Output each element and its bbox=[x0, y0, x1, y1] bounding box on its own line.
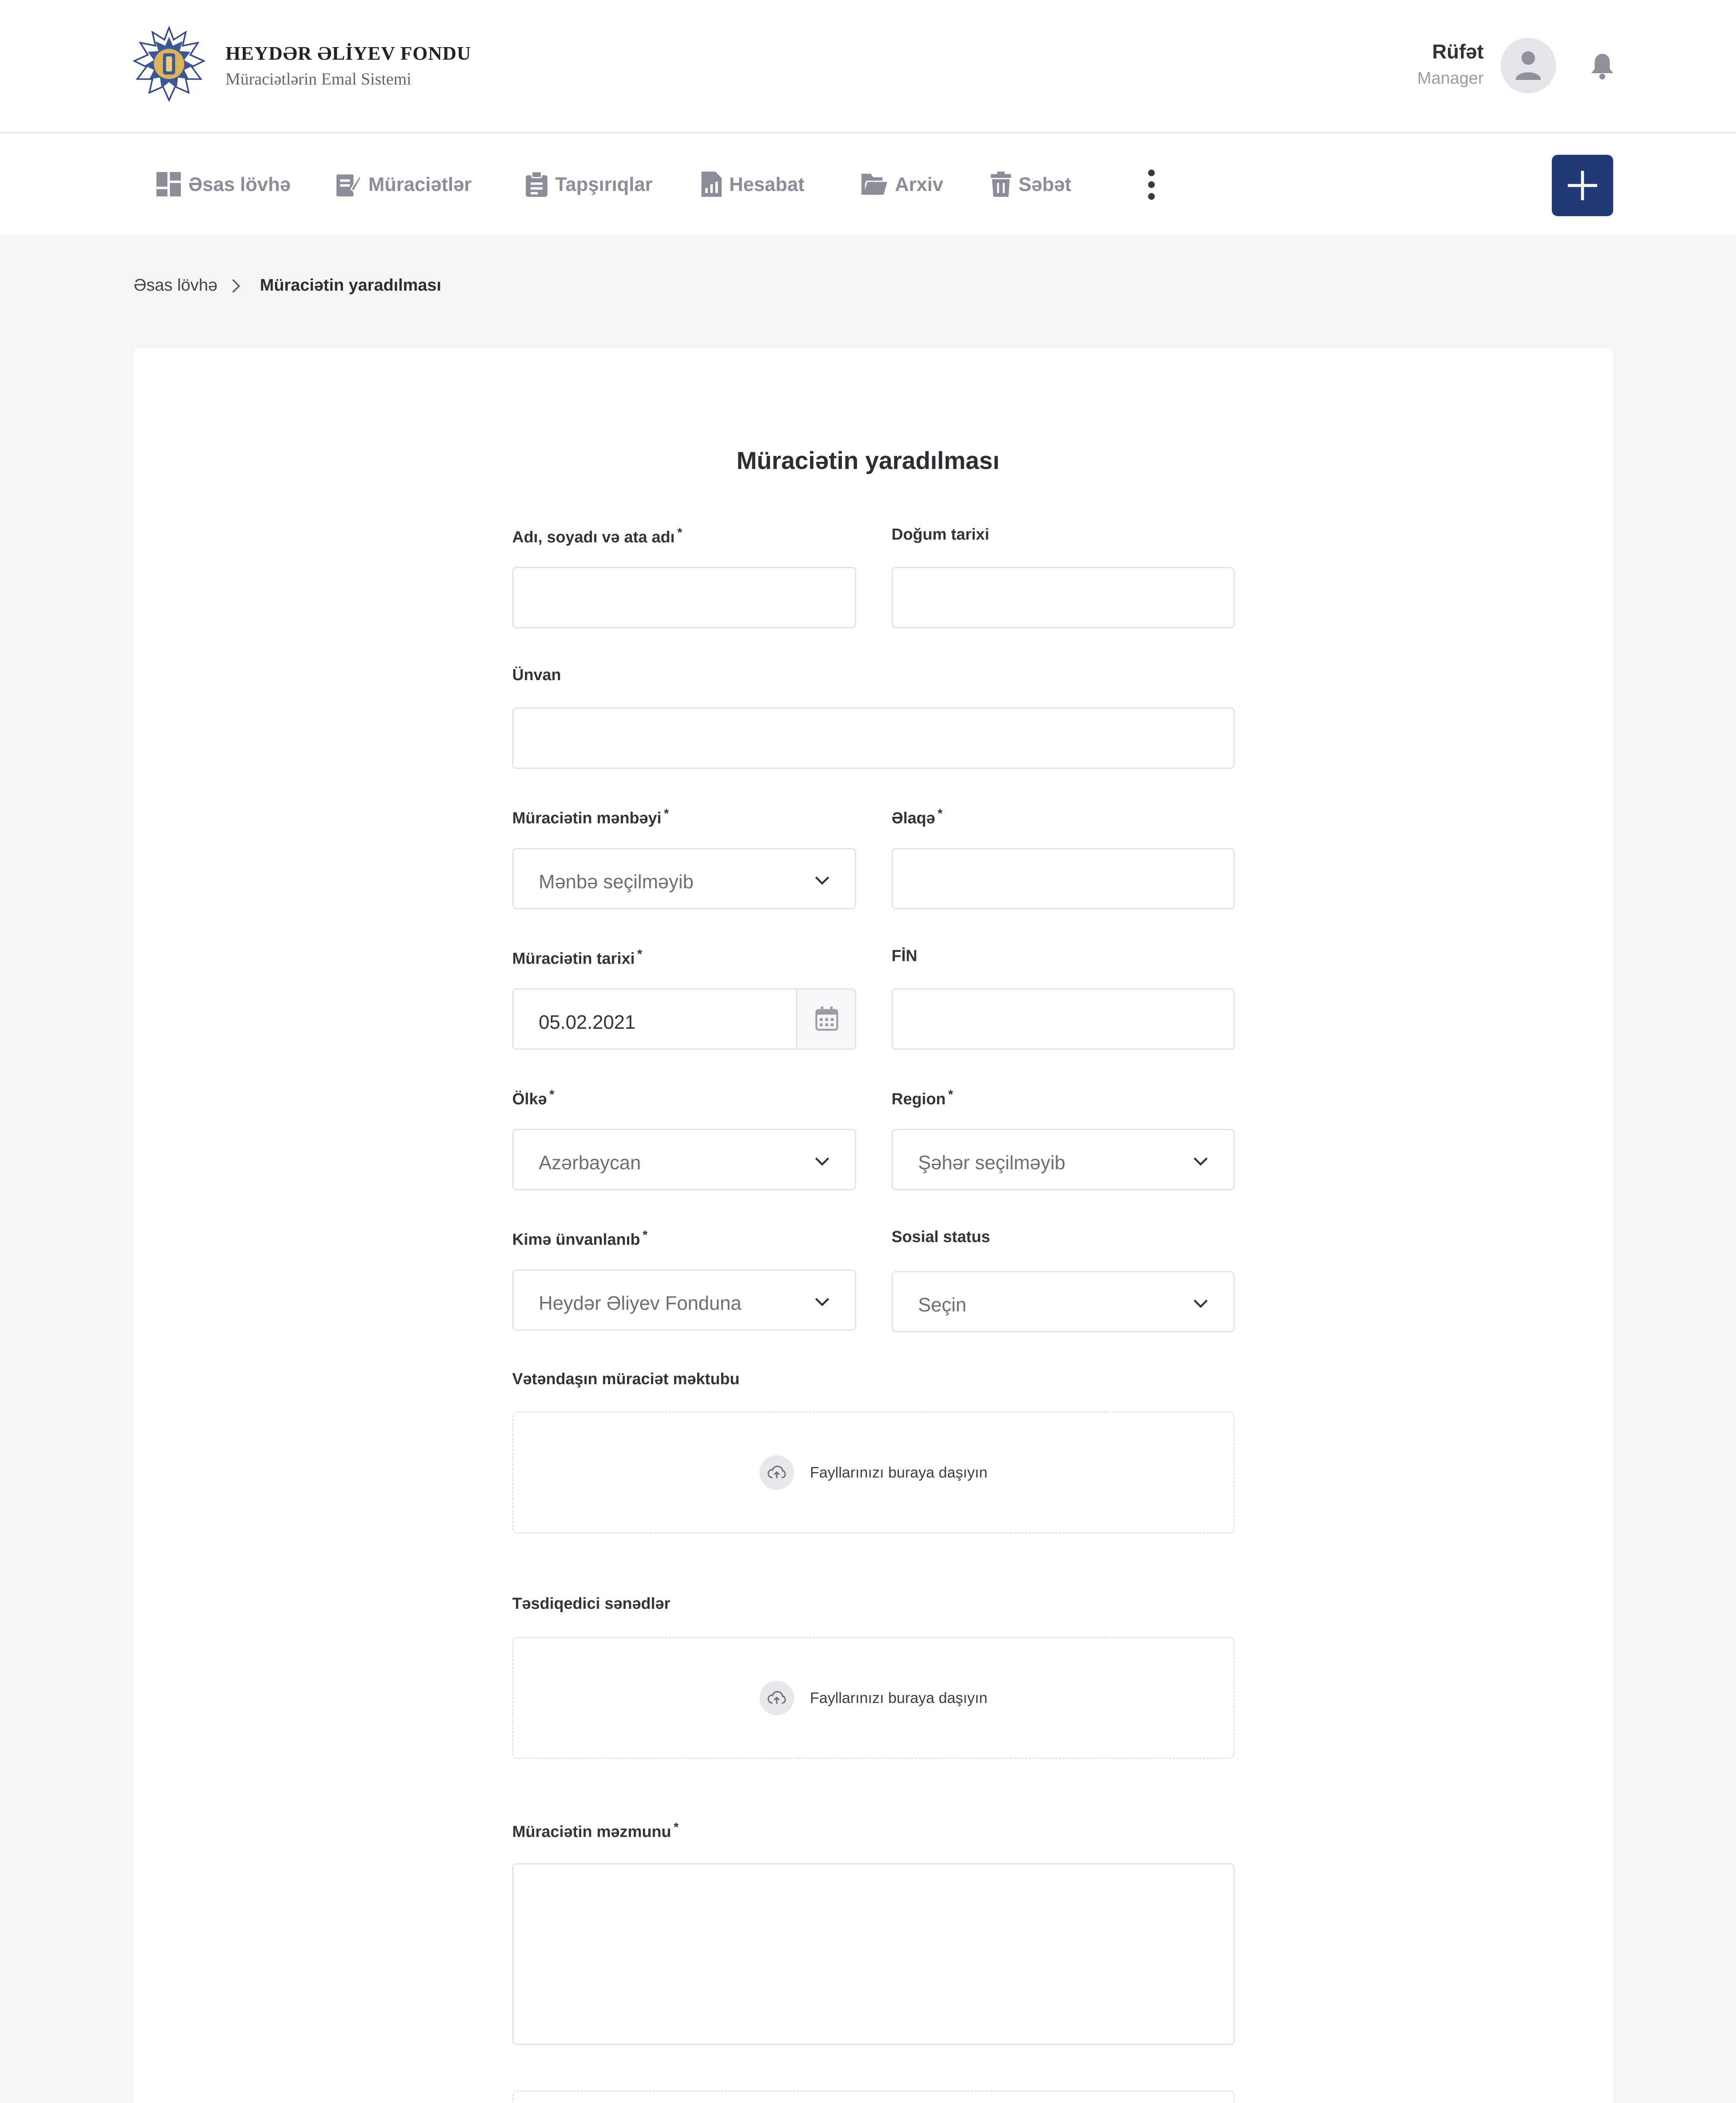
label-text: Müraciətin məzmunu bbox=[512, 1823, 671, 1841]
address-label: Ünvan bbox=[512, 666, 561, 684]
social-status-label: Sosial status bbox=[892, 1228, 990, 1246]
required-mark: * bbox=[677, 526, 683, 540]
cloud-upload-icon bbox=[760, 1455, 794, 1490]
supporting-docs-label: Təsdiqedici sənədlər bbox=[512, 1595, 670, 1613]
application-date-input[interactable] bbox=[512, 988, 856, 1050]
required-mark: * bbox=[643, 1228, 648, 1242]
page-title: Müraciətin yaradılması bbox=[736, 447, 1000, 474]
nav-item-trash[interactable] bbox=[991, 170, 1071, 199]
form-card bbox=[134, 348, 1613, 2103]
avatar[interactable] bbox=[1500, 38, 1556, 93]
main-nav bbox=[0, 134, 1736, 235]
folder-icon bbox=[861, 174, 887, 195]
fin-input[interactable] bbox=[892, 988, 1235, 1050]
breadcrumb-home[interactable]: Əsas lövhə bbox=[134, 276, 218, 294]
required-mark: * bbox=[664, 807, 669, 821]
more-options-icon[interactable] bbox=[1143, 168, 1160, 201]
fin-label: FİN bbox=[892, 947, 918, 965]
plus-icon bbox=[1568, 171, 1597, 200]
social-status-select[interactable] bbox=[892, 1271, 1235, 1332]
region-select[interactable] bbox=[892, 1129, 1235, 1190]
user-role: Manager bbox=[1417, 69, 1484, 87]
nav-item-tasks[interactable] bbox=[526, 170, 653, 199]
add-new-button[interactable] bbox=[1552, 155, 1613, 216]
required-mark: * bbox=[637, 947, 643, 961]
content-textarea[interactable] bbox=[512, 1863, 1235, 2045]
user-icon bbox=[1514, 50, 1543, 82]
contact-input[interactable] bbox=[892, 848, 1235, 909]
nav-item-archive[interactable] bbox=[861, 170, 943, 199]
trash-icon bbox=[991, 172, 1011, 197]
country-select-value: Azərbaycan bbox=[539, 1152, 641, 1173]
cloud-upload-icon bbox=[760, 1681, 794, 1715]
country-select[interactable] bbox=[512, 1129, 856, 1190]
chevron-down-icon bbox=[1192, 1298, 1209, 1309]
chevron-down-icon bbox=[814, 874, 831, 886]
citizen-letter-dropzone[interactable] bbox=[512, 1412, 1235, 1534]
source-select-value: Mənbə seçilməyib bbox=[539, 871, 694, 893]
dropzone-text: Fayllarınızı buraya daşıyın bbox=[810, 1689, 988, 1706]
addressee-select[interactable] bbox=[512, 1269, 856, 1331]
nav-item-report[interactable] bbox=[701, 170, 804, 199]
source-select[interactable] bbox=[512, 848, 856, 909]
clipboard-icon bbox=[526, 172, 548, 197]
brand-subtitle: Müraciətlərin Emal Sistemi bbox=[225, 69, 412, 88]
contact-label bbox=[892, 807, 942, 828]
birth-date-label: Doğum tarixi bbox=[892, 526, 990, 543]
label-text: Ölkə bbox=[512, 1090, 547, 1108]
label-text: Müraciətin tarixi bbox=[512, 950, 635, 968]
add-content-block-button[interactable] bbox=[512, 2090, 1235, 2103]
required-mark: * bbox=[673, 1820, 679, 1834]
report-icon bbox=[701, 172, 722, 197]
required-mark: * bbox=[549, 1088, 555, 1102]
label-text: Kimə ünvanlanıb bbox=[512, 1231, 640, 1249]
user-name: Rüfət bbox=[1432, 41, 1484, 63]
social-status-select-value: Seçin bbox=[918, 1294, 967, 1316]
heydar-aliyev-foundation-logo-icon bbox=[131, 26, 207, 102]
chevron-down-icon bbox=[814, 1155, 831, 1167]
dashboard-icon bbox=[156, 172, 181, 196]
region-label bbox=[892, 1088, 953, 1109]
application-date-value: 05.02.2021 bbox=[539, 1011, 636, 1033]
nav-item-label: Əsas lövhə bbox=[188, 173, 291, 195]
required-mark: * bbox=[948, 1088, 953, 1102]
label-text: Adı, soyadı və ata adı bbox=[512, 528, 675, 546]
chevron-right-icon bbox=[230, 278, 241, 294]
calendar-button[interactable] bbox=[796, 990, 855, 1049]
chevron-down-icon bbox=[1192, 1155, 1209, 1167]
label-text: Müraciətin mənbəyi bbox=[512, 809, 662, 827]
supporting-docs-dropzone[interactable] bbox=[512, 1637, 1235, 1759]
dropzone-content bbox=[513, 1413, 1233, 1532]
calendar-icon bbox=[815, 1006, 839, 1031]
nav-item-label: Arxiv bbox=[895, 173, 944, 195]
addressee-label bbox=[512, 1228, 648, 1249]
nav-item-label: Səbət bbox=[1019, 173, 1072, 195]
edit-document-icon bbox=[336, 172, 361, 196]
address-input[interactable] bbox=[512, 707, 1235, 769]
nav-item-label: Tapşırıqlar bbox=[555, 173, 653, 195]
nav-item-dashboard[interactable] bbox=[156, 170, 291, 199]
dropzone-text: Fayllarınızı buraya daşıyın bbox=[810, 1464, 988, 1481]
nav-item-applications[interactable] bbox=[336, 170, 471, 199]
required-mark: * bbox=[937, 807, 943, 821]
addressee-select-value: Heydər Əliyev Fonduna bbox=[539, 1292, 742, 1314]
nav-item-label: Müraciətlər bbox=[368, 173, 472, 195]
source-label bbox=[512, 807, 669, 828]
breadcrumb-current: Müraciətin yaradılması bbox=[260, 276, 442, 294]
region-select-value: Şəhər seçilməyib bbox=[918, 1152, 1066, 1173]
label-text: Əlaqə bbox=[892, 809, 935, 827]
citizen-letter-label: Vətəndaşın müraciət məktubu bbox=[512, 1370, 740, 1388]
full-name-input[interactable] bbox=[512, 567, 856, 628]
application-date-label bbox=[512, 947, 642, 968]
label-text: Region bbox=[892, 1090, 946, 1108]
chevron-down-icon bbox=[814, 1296, 831, 1308]
dropzone-content bbox=[513, 1638, 1233, 1758]
content-label bbox=[512, 1820, 679, 1841]
nav-item-label: Hesabat bbox=[729, 173, 804, 195]
bell-icon[interactable] bbox=[1590, 52, 1615, 80]
brand-title: HEYDƏR ƏLİYEV FONDU bbox=[225, 42, 471, 64]
full-name-label bbox=[512, 526, 682, 547]
country-label bbox=[512, 1088, 554, 1109]
top-header bbox=[0, 0, 1736, 133]
birth-date-input[interactable] bbox=[892, 567, 1235, 628]
